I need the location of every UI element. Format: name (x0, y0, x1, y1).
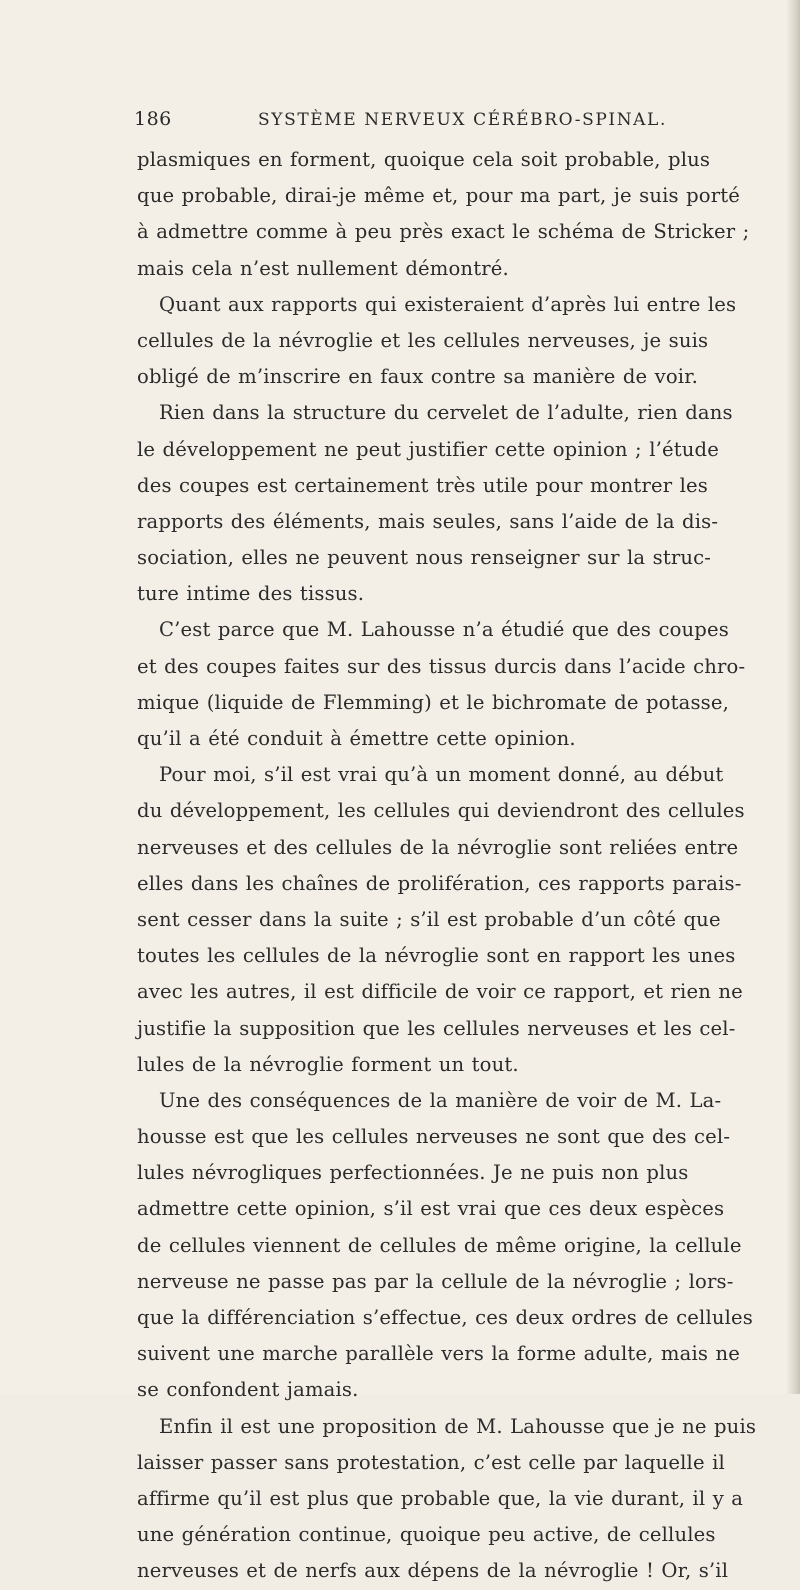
text-line: à admettre comme à peu près exact le schéma de Stricker ; (137, 220, 750, 244)
text-line: ture intime des tissus. (137, 582, 365, 606)
text-line: sociation, elles ne peuvent nous renseigner sur la struc- (137, 546, 712, 570)
text-line: obligé de m’inscrire en faux contre sa manière de voir. (137, 365, 698, 389)
text-line: plasmiques en forment, quoique cela soit probable, plus (137, 148, 711, 171)
text-line: toutes les cellules de la névroglie sont en rapport les unes (137, 944, 736, 968)
page-number: 186 (134, 108, 172, 130)
running-title: SYSTÈME NERVEUX CÉRÉBRO-SPINAL. (258, 110, 667, 130)
paragraph-start-line: C’est parce que M. Lahousse n’a étudié que des coupes (159, 618, 729, 642)
text-line: se confondent jamais. (137, 1378, 359, 1402)
paragraph-start-line: Pour moi, s’il est vrai qu’à un moment donné, au début (159, 763, 724, 787)
text-line: suivent une marche parallèle vers la forme adulte, mais ne (137, 1342, 740, 1366)
text-line: du développement, les cellules qui deviendront des cellules (137, 799, 745, 823)
text-line: justifie la supposition que les cellules nerveuses et les cel- (137, 1016, 736, 1040)
paragraph-start-line: Enfin il est une proposition de M. Lahousse que je ne puis (159, 1414, 757, 1438)
text-line: lules de la névroglie forment un tout. (137, 1052, 519, 1076)
text-line: laisser passer sans protestation, c’est celle par laquelle il (137, 1450, 725, 1474)
text-line: nerveuse ne passe pas par la cellule de la névroglie ; lors- (137, 1269, 734, 1293)
text-line: qu’il a été conduit à émettre cette opinion. (137, 727, 576, 750)
text-line: cellules de la névroglie et les cellules nerveuses, je suis (137, 328, 709, 352)
text-line: et des coupes faites sur des tissus durcis dans l’acide chro- (137, 654, 746, 678)
text-line: sent cesser dans la suite ; s’il est probable d’un côté que (137, 907, 721, 931)
text-line: affirme qu’il est plus que probable que, la vie durant, il y a (137, 1486, 744, 1510)
text-line: avec les autres, il est difficile de voir ce rapport, et rien ne (137, 980, 743, 1004)
text-line: une génération continue, quoique peu active, de cellules (137, 1523, 716, 1547)
text-line: rapports des éléments, mais seules, sans l’aide de la dis- (137, 509, 719, 533)
paragraph-start-line: Quant aux rapports qui existeraient d’après lui entre les (159, 292, 737, 316)
text-line: nerveuses et des cellules de la névroglie sont reliées entre (137, 835, 739, 859)
text-line: que probable, dirai-je même et, pour ma part, je suis porté (137, 184, 741, 208)
text-line: des coupes est certainement très utile pour montrer les (137, 473, 708, 497)
page-header (0, 100, 800, 140)
text-line: de cellules viennent de cellules de même origine, la cellule (137, 1233, 742, 1257)
text-line: le développement ne peut justifier cette opinion ; l’étude (137, 437, 719, 461)
text-line: elles dans les chaînes de prolifération, ces rapports parais- (137, 871, 742, 895)
paragraph-start-line: Rien dans la structure du cervelet de l’adulte, rien dans (159, 401, 733, 425)
text-line: que la différenciation s’effectue, ces deux ordres de cellules (137, 1306, 753, 1329)
body-text (137, 142, 792, 1590)
text-line: mais cela n’est nullement démontré. (137, 256, 509, 280)
text-line: admettre cette opinion, s’il est vrai que ces deux espèces (137, 1197, 725, 1221)
text-line: lules névrogliques perfectionnées. Je ne puis non plus (137, 1161, 689, 1185)
paragraph-start-line: Une des conséquences de la manière de voir de M. La- (159, 1088, 722, 1112)
text-line: housse est que les cellules nerveuses ne sont que des cel- (137, 1125, 731, 1149)
text-line: mique (liquide de Flemming) et le bichromate de potasse, (137, 690, 729, 714)
text-line: nerveuses et de nerfs aux dépens de la névroglie ! Or, s’il (137, 1559, 729, 1583)
